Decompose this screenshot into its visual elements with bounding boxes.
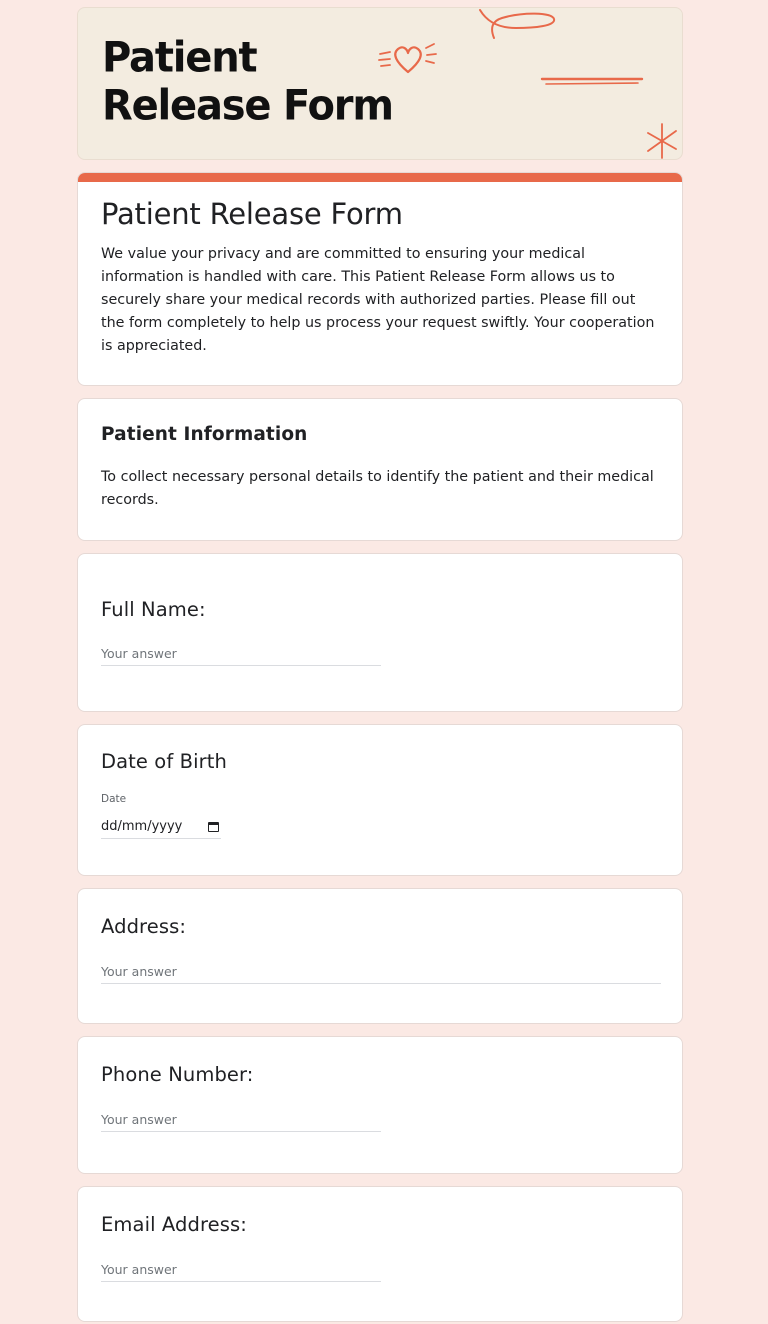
section-header-card [77,398,683,541]
calendar-icon[interactable] [208,822,219,832]
date-value: dd/mm/yyyy [101,819,183,834]
banner-title [102,34,393,130]
header-banner [77,7,683,160]
form-container [77,7,683,1322]
question-label: Full Name: [101,598,206,621]
section-description: To collect necessary personal details to identify the patient and their medical records. [101,469,654,508]
question-label: Phone Number: [101,1063,254,1086]
question-date-of-birth [77,724,683,876]
accent-bar [78,173,682,182]
form-title: Patient Release Form [101,197,403,231]
question-address [77,888,683,1024]
section-title: Patient Information [101,424,308,445]
heart-doodle-icon [376,38,440,78]
question-label: Address: [101,915,187,938]
banner-title-line1: Patient [102,34,257,82]
question-email-address [77,1186,683,1322]
star-doodle-icon [644,121,680,160]
question-label: Email Address: [101,1213,247,1236]
question-label: Date of Birth [101,750,227,773]
swirl-doodle-icon [472,7,562,46]
question-full-name [77,553,683,712]
phone-number-input[interactable]: Your answer [101,1112,381,1132]
banner-title-line2: Release Form [102,81,393,130]
form-description: We value your privacy and are committed to ensuring your medical information is handled with care. This Patient Release Form allows us to securely share your medical records with authorized parties. Please fill out the form completely to help us process your request swiftly. Your cooperation is appreciated. [101,246,655,354]
form-title-card [77,172,683,386]
double-line-doodle-icon [538,74,648,90]
question-phone-number [77,1036,683,1174]
address-input[interactable]: Your answer [101,964,661,984]
full-name-input[interactable]: Your answer [101,646,381,666]
email-address-input[interactable]: Your answer [101,1262,381,1282]
date-sublabel: Date [101,793,127,805]
date-of-birth-input[interactable] [101,819,221,839]
